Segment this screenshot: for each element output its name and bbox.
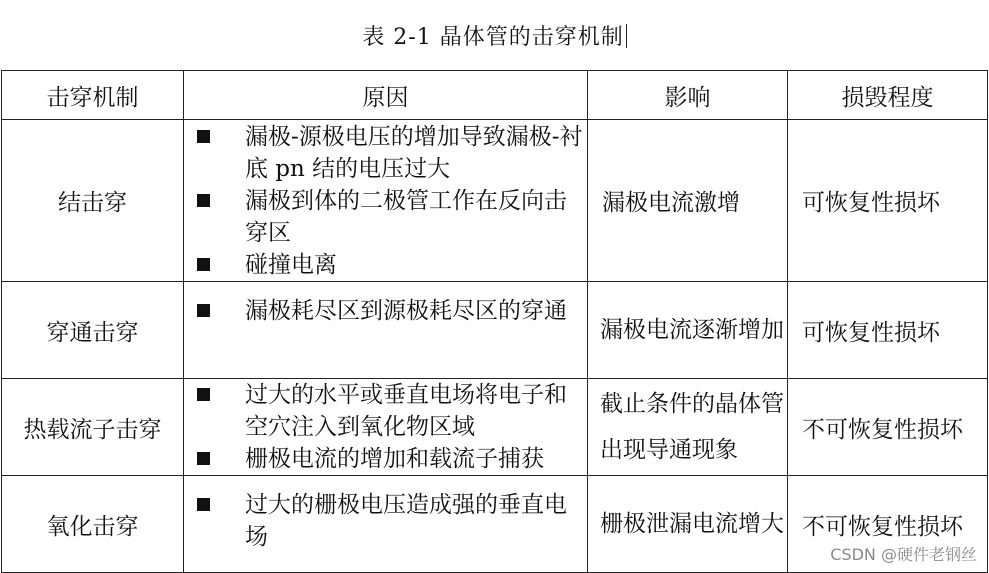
cause-item: 过大的水平或垂直电场将电子和空穴注入到氧化物区域 bbox=[197, 379, 587, 443]
cause-item: 栅极电流的增加和载流子捕获 bbox=[197, 443, 587, 475]
impact-cell: 栅极泄漏电流增大 bbox=[588, 476, 788, 573]
table-row bbox=[2, 282, 988, 379]
damage-cell: 不可恢复性损坏 bbox=[788, 476, 988, 573]
cause-cell bbox=[184, 120, 588, 282]
mechanism-cell: 穿通击穿 bbox=[2, 282, 184, 379]
cause-list bbox=[184, 379, 587, 475]
impact-cell: 漏极电流逐渐增加 bbox=[588, 282, 788, 379]
cause-item: 漏极耗尽区到源极耗尽区的穿通 bbox=[197, 295, 587, 327]
damage-cell: 不可恢复性损坏 bbox=[788, 379, 988, 476]
cause-cell bbox=[184, 379, 588, 476]
header-row bbox=[2, 71, 988, 120]
cause-cell bbox=[184, 282, 588, 379]
cause-item: 漏极-源极电压的增加导致漏极-衬底 pn 结的电压过大 bbox=[197, 121, 587, 185]
cause-list bbox=[184, 295, 587, 327]
impact-cell: 漏极电流激增 bbox=[588, 120, 788, 282]
header-mechanism: 击穿机制 bbox=[2, 71, 184, 120]
mechanism-cell: 热载流子击穿 bbox=[2, 379, 184, 476]
text-cursor bbox=[626, 24, 627, 48]
table-row bbox=[2, 379, 988, 476]
cause-list bbox=[184, 489, 587, 553]
breakdown-table bbox=[1, 70, 988, 573]
table-row bbox=[2, 120, 988, 282]
table-caption bbox=[0, 20, 989, 51]
cause-cell bbox=[184, 476, 588, 573]
header-damage: 损毁程度 bbox=[788, 71, 988, 120]
header-cause: 原因 bbox=[184, 71, 588, 120]
damage-cell: 可恢复性损坏 bbox=[788, 282, 988, 379]
damage-cell: 可恢复性损坏 bbox=[788, 120, 988, 282]
mechanism-cell: 氧化击穿 bbox=[2, 476, 184, 573]
header-impact: 影响 bbox=[588, 71, 788, 120]
mechanism-cell: 结击穿 bbox=[2, 120, 184, 282]
cause-list bbox=[184, 121, 587, 281]
cause-item: 碰撞电离 bbox=[197, 249, 587, 281]
caption-text: 表 2-1 晶体管的击穿机制 bbox=[362, 25, 624, 50]
cause-item: 过大的栅极电压造成强的垂直电场 bbox=[197, 489, 587, 553]
watermark: CSDN @硬件老钢丝 bbox=[830, 545, 977, 564]
cause-item: 漏极到体的二极管工作在反向击穿区 bbox=[197, 185, 587, 249]
impact-cell: 截止条件的晶体管出现导通现象 bbox=[588, 379, 788, 476]
